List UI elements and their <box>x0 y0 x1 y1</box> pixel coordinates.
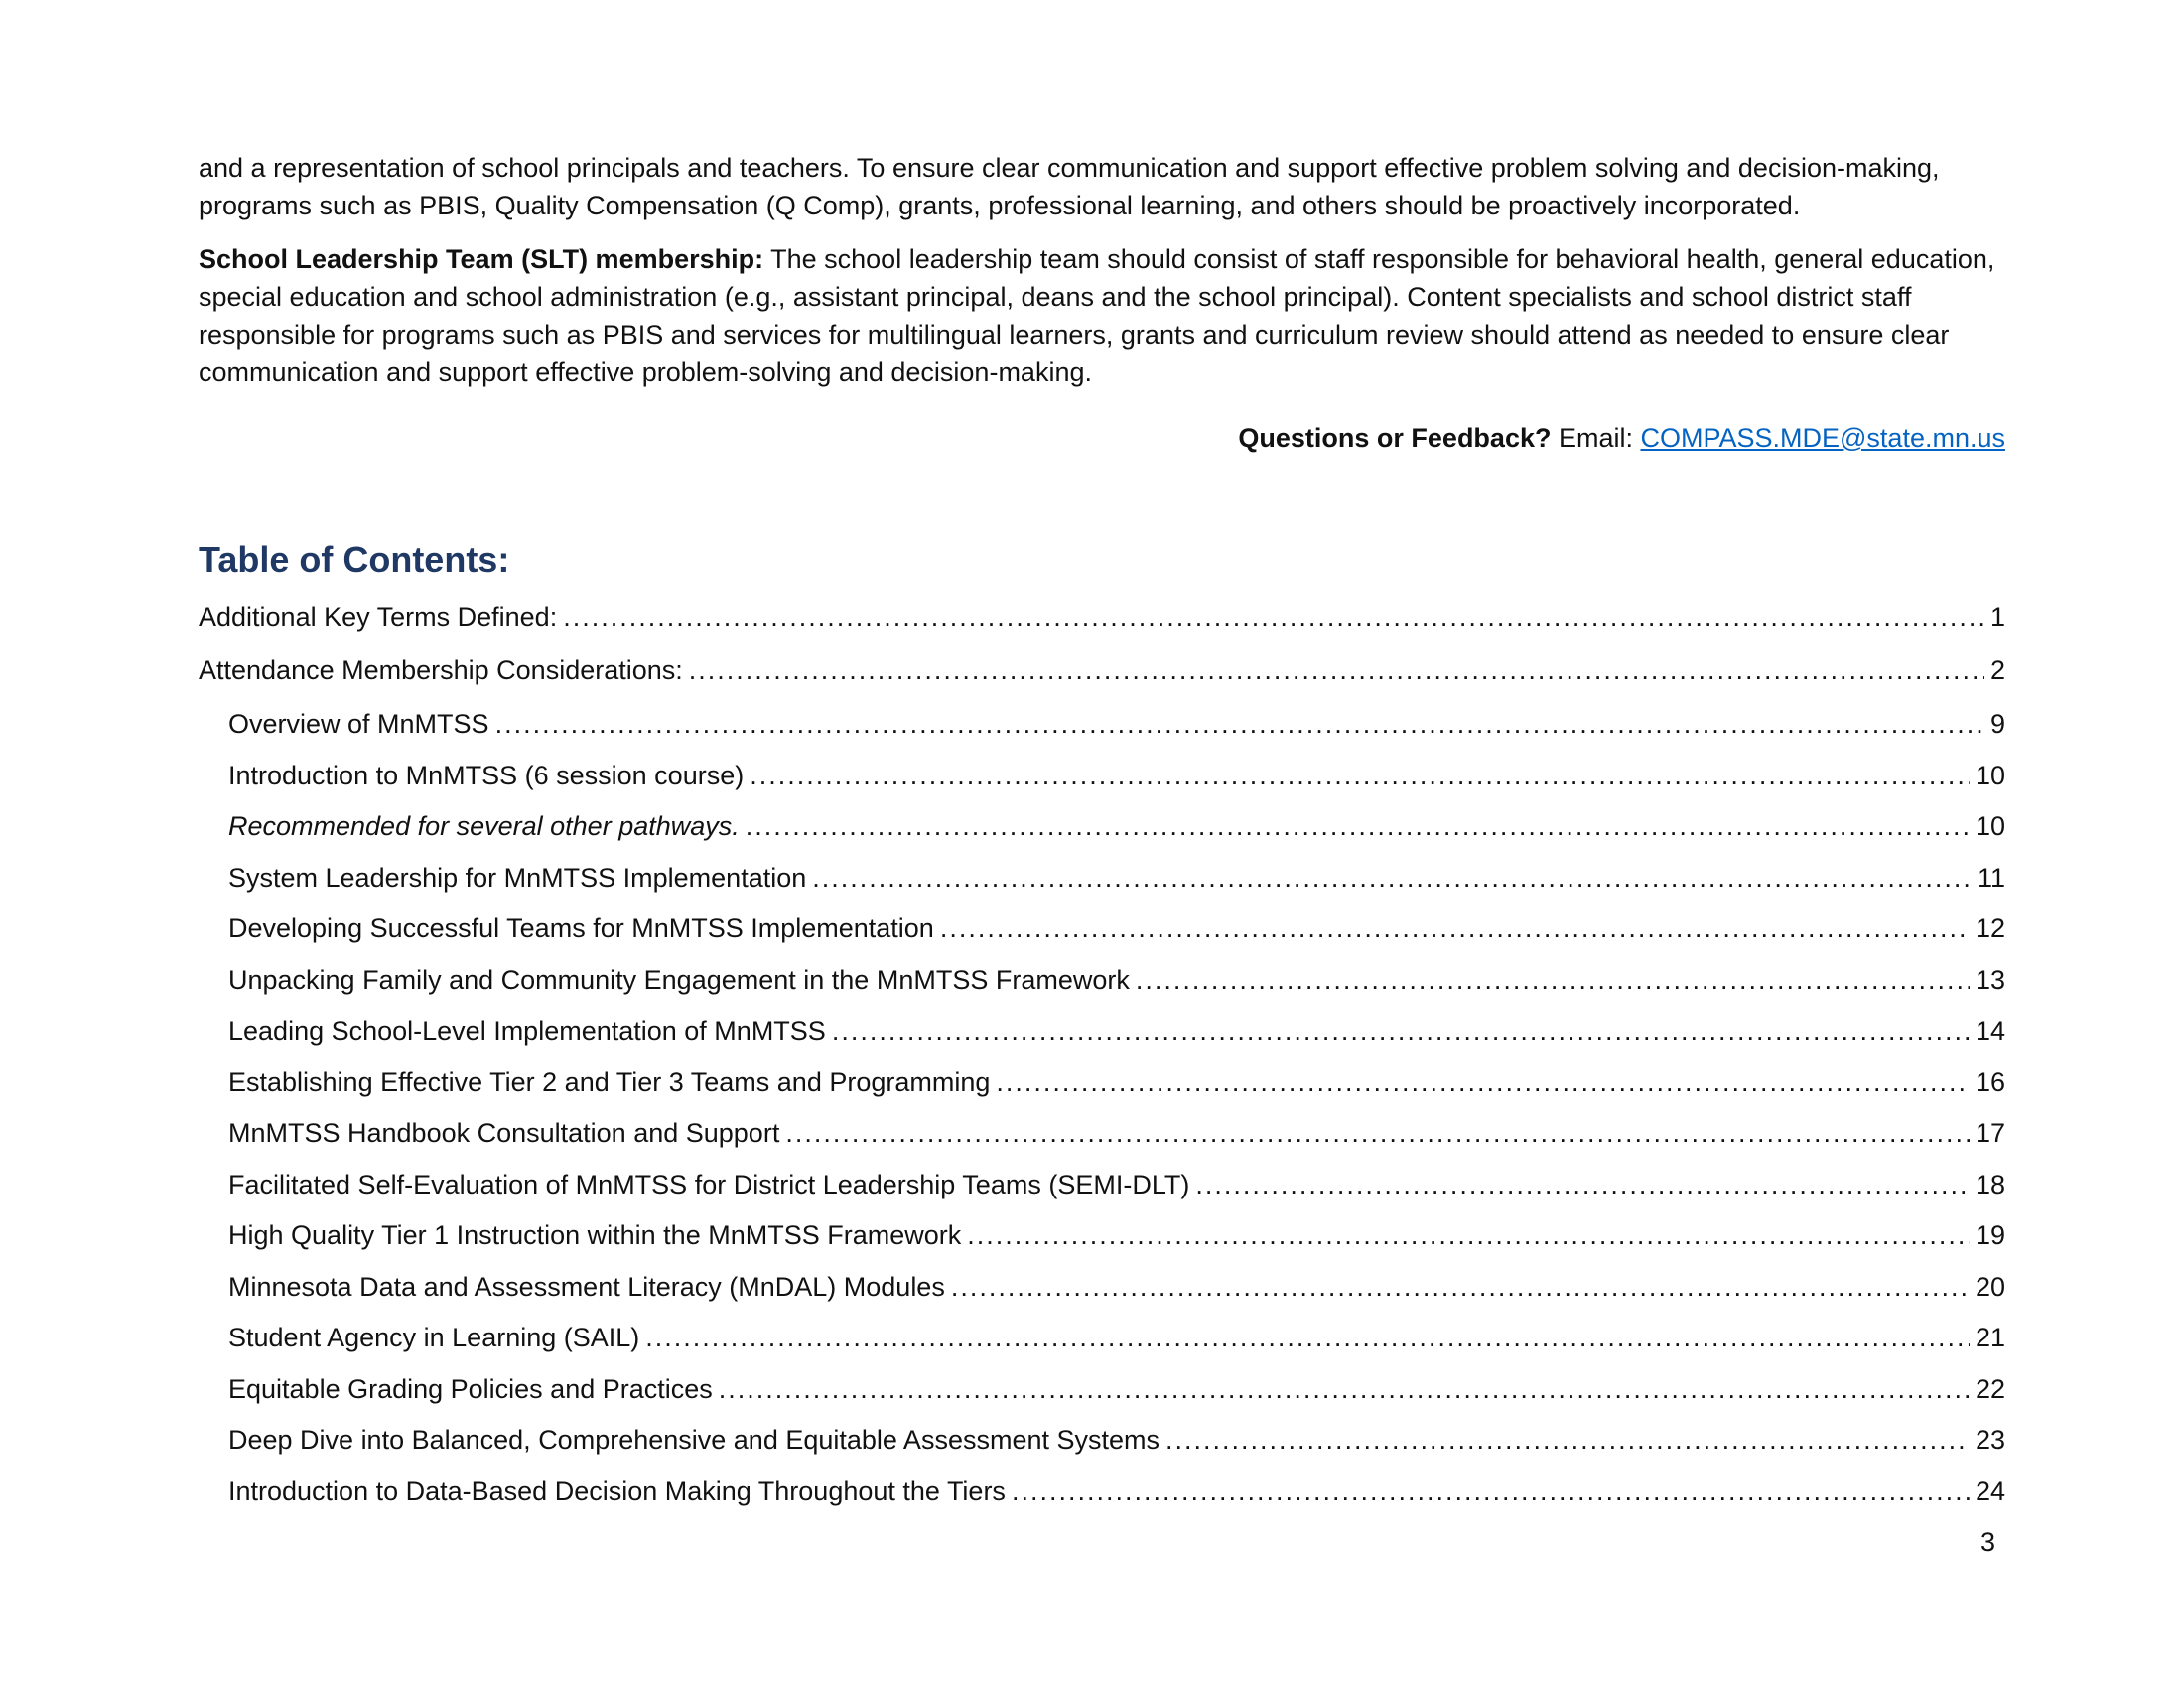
toc-entry[interactable] <box>199 1216 2005 1268</box>
toc-entry[interactable] <box>199 961 2005 1013</box>
toc-entry-title[interactable]: Unpacking Family and Community Engagement in the MnMTSS Framework <box>228 964 1130 995</box>
toc-leader-dots <box>645 1319 1970 1356</box>
toc-leader-dots <box>1195 1166 1970 1203</box>
intro-paragraph-text: and a representation of school principals and teachers. To ensure clear communication and support effective problem solving and decision-making, programs such as PBIS, Quality Compensation (Q Comp), grants, professional learning, and others should be proactively incorporated. <box>199 153 1940 220</box>
toc-leader-dots <box>689 651 1984 689</box>
toc-entry-title[interactable]: Facilitated Self-Evaluation of MnMTSS for District Leadership Teams (SEMI-DLT) <box>228 1169 1190 1199</box>
toc-entry-title[interactable]: Student Agency in Learning (SAIL) <box>228 1323 640 1352</box>
toc-leader-dots <box>563 598 1984 635</box>
toc-entry[interactable] <box>199 1473 2005 1524</box>
toc-entry[interactable] <box>199 1268 2005 1320</box>
feedback-line <box>199 419 2005 457</box>
toc-entry[interactable] <box>199 757 2005 808</box>
toc-leader-dots <box>750 757 1970 794</box>
toc-leader-dots <box>940 910 1970 947</box>
toc-entry[interactable] <box>199 859 2005 911</box>
toc-entry-page: 14 <box>1975 1016 2005 1046</box>
toc-entry-page: 10 <box>1975 811 2005 841</box>
toc-entry-page: 22 <box>1975 1373 2005 1404</box>
toc-entry-page: 9 <box>1989 709 2005 739</box>
toc-entry[interactable] <box>199 651 2005 705</box>
toc-entry-page: 20 <box>1975 1271 2005 1302</box>
toc-entry[interactable] <box>199 1421 2005 1473</box>
toc-entry[interactable] <box>199 1114 2005 1166</box>
toc-leader-dots <box>812 859 1972 897</box>
toc-leader-dots <box>1012 1473 1970 1510</box>
toc-entry-title[interactable]: Introduction to Data-Based Decision Making Throughout the Tiers <box>228 1476 1006 1506</box>
toc-entry[interactable] <box>199 1012 2005 1063</box>
toc-entry-title[interactable]: Leading School-Level Implementation of MnMTSS <box>228 1016 826 1046</box>
feedback-email-link[interactable]: COMPASS.MDE@state.mn.us <box>1640 423 2005 453</box>
feedback-email-prefix: Email: <box>1551 423 1641 453</box>
toc-entry-page: 2 <box>1989 655 2005 685</box>
toc-entry-title[interactable]: MnMTSS Handbook Consultation and Support <box>228 1118 780 1148</box>
toc-entry-page: 12 <box>1975 914 2005 943</box>
toc-leader-dots <box>785 1114 1970 1152</box>
toc-entry-page: 24 <box>1975 1476 2005 1506</box>
slt-membership-label: School Leadership Team (SLT) membership: <box>199 244 764 274</box>
toc-entry-page: 21 <box>1975 1323 2005 1352</box>
toc-entry[interactable] <box>199 598 2005 651</box>
toc-leader-dots <box>1136 961 1970 999</box>
toc-entry-title[interactable]: Establishing Effective Tier 2 and Tier 3 Teams and Programming <box>228 1066 991 1097</box>
feedback-label: Questions or Feedback? <box>1238 423 1552 453</box>
table-of-contents <box>199 598 2005 1523</box>
toc-entry-title[interactable]: Minnesota Data and Assessment Literacy (MnDAL) Modules <box>228 1271 945 1302</box>
toc-leader-dots <box>719 1370 1970 1408</box>
toc-leader-dots <box>967 1216 1970 1254</box>
toc-entry-title[interactable]: High Quality Tier 1 Instruction within the MnMTSS Framework <box>228 1220 962 1250</box>
toc-entry-title[interactable]: Introduction to MnMTSS (6 session course) <box>228 760 745 790</box>
toc-entry[interactable] <box>199 1319 2005 1370</box>
toc-leader-dots <box>1165 1421 1970 1459</box>
toc-entry[interactable] <box>199 910 2005 961</box>
toc-entry-title[interactable]: Recommended for several other pathways. <box>228 811 740 841</box>
toc-entry-title[interactable]: Additional Key Terms Defined: <box>199 602 558 632</box>
toc-entry-title[interactable]: Equitable Grading Policies and Practices <box>228 1373 713 1404</box>
toc-entry[interactable] <box>199 1166 2005 1217</box>
toc-entry-title[interactable]: System Leadership for MnMTSS Implementation <box>228 862 807 893</box>
toc-entry-page: 19 <box>1975 1220 2005 1250</box>
toc-leader-dots <box>996 1063 1970 1101</box>
toc-entry[interactable] <box>199 807 2005 859</box>
toc-entry-page: 11 <box>1977 862 2005 893</box>
document-page <box>199 149 2005 1523</box>
toc-heading: Table of Contents: <box>199 539 510 580</box>
slt-membership-text: The school leadership team should consist of staff responsible for behavioral health, general education, special education and school administration (e.g., assistant principal, deans and the school principal). Content specialists and school district staff responsible for programs such as PBIS and services for multilingual learners, grants and curriculum review should attend as needed to ensure clear communication and support effective problem-solving and decision-making. <box>199 244 1995 387</box>
toc-entry-page: 18 <box>1975 1169 2005 1199</box>
toc-entry[interactable] <box>199 705 2005 757</box>
toc-entry-title[interactable]: Overview of MnMTSS <box>228 709 489 739</box>
toc-leader-dots <box>832 1012 1970 1050</box>
intro-paragraph <box>199 149 2005 224</box>
toc-leader-dots <box>746 807 1970 845</box>
page-number: 3 <box>1979 1527 1995 1557</box>
toc-entry-title[interactable]: Developing Successful Teams for MnMTSS Implementation <box>228 914 934 943</box>
toc-entry-title[interactable]: Deep Dive into Balanced, Comprehensive and Equitable Assessment Systems <box>228 1425 1160 1455</box>
toc-entry-page: 13 <box>1975 964 2005 995</box>
slt-membership-paragraph <box>199 240 2005 391</box>
toc-entry-page: 1 <box>1989 602 2005 632</box>
toc-entry-page: 16 <box>1975 1066 2005 1097</box>
toc-entry[interactable] <box>199 1063 2005 1115</box>
toc-entry-title[interactable]: Attendance Membership Considerations: <box>199 655 683 685</box>
toc-entry-page: 10 <box>1975 760 2005 790</box>
toc-entry-page: 17 <box>1975 1118 2005 1148</box>
toc-entry[interactable] <box>199 1370 2005 1422</box>
toc-leader-dots <box>951 1268 1970 1306</box>
toc-entry-page: 23 <box>1975 1425 2005 1455</box>
toc-leader-dots <box>495 705 1984 743</box>
